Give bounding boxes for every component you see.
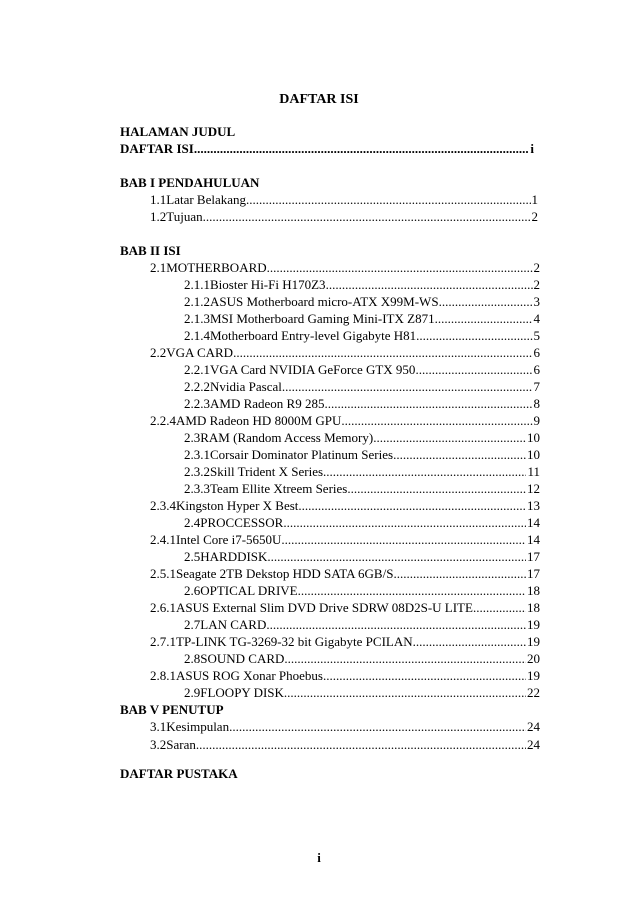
- toc-entry-number: 2.1.4: [184, 328, 210, 343]
- toc-subentry[interactable]: [184, 379, 540, 395]
- toc-entry-number: 2.8: [184, 651, 201, 666]
- toc-subentry[interactable]: [184, 617, 540, 633]
- toc-entry-page: 7: [533, 379, 540, 394]
- toc-entry-label: TP-LINK TG-3269-32 bit Gigabyte PCILAN: [176, 634, 413, 649]
- toc-entry-number: 2.5.1: [150, 566, 176, 581]
- toc-entry-label: Team Ellite Xtreem Series: [210, 481, 348, 496]
- toc-leader-dots: [323, 464, 526, 480]
- page-title: DAFTAR ISI: [279, 92, 359, 107]
- toc-leader-dots: [393, 447, 526, 463]
- toc-entry-page: 24: [527, 719, 540, 734]
- toc-subentry[interactable]: [184, 549, 540, 565]
- toc-entry-label: LAN CARD: [200, 617, 267, 632]
- toc-leader-dots: [347, 481, 526, 497]
- toc-entry-page: 14: [527, 532, 540, 547]
- toc-leader-dots: [324, 396, 532, 412]
- toc-leader-dots: [284, 651, 526, 667]
- toc-entry-page: 2: [533, 277, 540, 292]
- toc-entry-number: 2.3.1: [184, 447, 210, 462]
- toc-leader-dots: [267, 549, 526, 565]
- toc-leader-dots: [298, 498, 526, 514]
- toc-entry-page: 6: [533, 345, 540, 360]
- toc-subentry[interactable]: [184, 447, 540, 463]
- toc-entry-label: Saran: [166, 737, 196, 752]
- toc-leader-dots: [373, 430, 526, 446]
- toc-entry-page: i: [530, 141, 534, 156]
- toc-subentry[interactable]: [184, 515, 540, 531]
- toc-leader-dots: [416, 328, 532, 344]
- toc-entry-page: 17: [527, 566, 540, 581]
- toc-entry-page: 4: [533, 311, 540, 326]
- toc-leader-dots: [282, 379, 533, 395]
- toc-entry-page: 11: [527, 464, 540, 479]
- toc-entry-label: PROCCESSOR: [200, 515, 284, 530]
- toc-subentry[interactable]: [184, 362, 540, 378]
- toc-leader-dots: [267, 260, 533, 276]
- toc-entry-label: Nvidia Pascal: [210, 379, 282, 394]
- toc-entry-label: Seagate 2TB Dekstop HDD SATA 6GB/S: [176, 566, 394, 581]
- toc-entry-label: HARDDISK: [200, 549, 268, 564]
- toc-entry[interactable]: [150, 719, 540, 735]
- toc-entry-number: 2.1.1: [184, 277, 210, 292]
- toc-leader-dots: [284, 685, 526, 701]
- toc-entry-label: VGA CARD: [166, 345, 234, 360]
- toc-leader-dots: [266, 617, 526, 633]
- toc-chapter-bab-5: BAB V PENUTUP: [120, 702, 224, 717]
- toc-entry-label: SOUND CARD: [200, 651, 285, 666]
- toc-entry-label: MSI Motherboard Gaming Mini-ITX Z871: [210, 311, 435, 326]
- toc-entry-label: FLOOPY DISK: [200, 685, 284, 700]
- toc-entry-label: ASUS External Slim DVD Drive SDRW 08D2S-U LITE: [176, 600, 473, 615]
- toc-subentry[interactable]: [184, 328, 540, 344]
- toc-entry[interactable]: [150, 413, 540, 429]
- toc-entry-number: 1.2: [150, 209, 167, 224]
- toc-entry-page: 19: [527, 617, 540, 632]
- toc-entry-number: 2.3.4: [150, 498, 176, 513]
- toc-entry[interactable]: [150, 668, 540, 684]
- toc-leader-dots: [233, 345, 532, 361]
- toc-entry-page: 5: [533, 328, 540, 343]
- toc-entry-number: 3.1: [150, 719, 167, 734]
- toc-entry-number: 2.2: [150, 345, 167, 360]
- toc-leader-dots: [298, 583, 526, 599]
- page-number: i: [317, 850, 321, 865]
- toc-entry-number: 2.4: [184, 515, 201, 530]
- toc-subentry[interactable]: [184, 651, 540, 667]
- toc-leader-dots: [413, 634, 526, 650]
- toc-entry-label: AMD Radeon HD 8000M GPU: [176, 413, 342, 428]
- toc-entry-page: 13: [527, 498, 540, 513]
- toc-entry-number: 2.3.3: [184, 481, 210, 496]
- toc-entry-page: 22: [527, 685, 540, 700]
- toc-entry-label: Skill Trident X Series: [210, 464, 324, 479]
- toc-entry-number: 2.1.3: [184, 311, 210, 326]
- toc-entry[interactable]: [150, 209, 538, 225]
- toc-entry-number: 1.1: [150, 192, 167, 207]
- toc-leader-dots: [326, 277, 533, 293]
- toc-entry-page: 9: [533, 413, 540, 428]
- toc-entry-label: Corsair Dominator Platinum Series: [210, 447, 394, 462]
- toc-entry-label: VGA Card NVIDIA GeForce GTX 950: [210, 362, 416, 377]
- toc-entry-number: 2.7: [184, 617, 201, 632]
- toc-entry-number: 2.2.1: [184, 362, 210, 377]
- toc-entry-page: 18: [527, 600, 540, 615]
- toc-entry-label: DAFTAR ISI: [120, 141, 194, 156]
- toc-entry-number: 2.5: [184, 549, 201, 564]
- toc-entry[interactable]: [150, 498, 540, 514]
- toc-entry-label: MOTHERBOARD: [166, 260, 267, 275]
- toc-subentry[interactable]: [184, 464, 540, 480]
- toc-entry[interactable]: [150, 260, 540, 276]
- toc-entry[interactable]: [150, 345, 540, 361]
- toc-entry-page: 10: [527, 447, 540, 462]
- toc-entry-label: RAM (Random Access Memory): [200, 430, 374, 445]
- toc-entry-number: 2.7.1: [150, 634, 176, 649]
- toc-entry-number: 2.2.3: [184, 396, 210, 411]
- toc-entry-number: 3.2: [150, 737, 167, 752]
- toc-subentry[interactable]: [184, 294, 540, 310]
- toc-entry-label: Motherboard Entry-level Gigabyte H81: [210, 328, 417, 343]
- toc-entry-page: 20: [527, 651, 540, 666]
- toc-chapter-bab-1: BAB I PENDAHULUAN: [120, 175, 260, 190]
- toc-entry-number: 2.2.2: [184, 379, 210, 394]
- toc-leader-dots: [194, 141, 530, 157]
- toc-entry-page: 18: [527, 583, 540, 598]
- toc-subentry[interactable]: [184, 396, 540, 412]
- toc-entry-label: Kingston Hyper X Best: [176, 498, 299, 513]
- toc-leader-dots: [246, 192, 530, 208]
- toc-entry-page: 2: [533, 260, 540, 275]
- toc-entry-page: 6: [533, 362, 540, 377]
- toc-entry-number: 2.6.1: [150, 600, 176, 615]
- toc-subentry[interactable]: [184, 277, 540, 293]
- toc-entry-label: Tujuan: [166, 209, 203, 224]
- toc-entry-page: 19: [527, 668, 540, 683]
- toc-heading-halaman-judul: HALAMAN JUDUL: [120, 124, 236, 139]
- toc-entry-page: 2: [531, 209, 538, 224]
- toc-leader-dots: [229, 719, 526, 735]
- toc-entry[interactable]: [150, 737, 540, 753]
- toc-entry[interactable]: [150, 192, 538, 208]
- toc-entry-number: 2.3: [184, 430, 201, 445]
- toc-entry-label: Intel Core i7-5650U: [176, 532, 282, 547]
- toc-entry-number: 2.1.2: [184, 294, 210, 309]
- toc-leader-dots: [203, 209, 531, 225]
- toc-chapter-bab-2: BAB II ISI: [120, 243, 181, 258]
- toc-entry-page: 12: [527, 481, 540, 496]
- toc-entry-label: ASUS Motherboard micro-ATX X99M-WS: [210, 294, 439, 309]
- toc-entry-page: 24: [527, 737, 540, 752]
- toc-leader-dots: [393, 566, 526, 582]
- toc-entry-number: 2.3.2: [184, 464, 210, 479]
- toc-heading-daftar-pustaka: DAFTAR PUSTAKA: [120, 766, 238, 781]
- toc-entry-number: 2.8.1: [150, 668, 176, 683]
- toc-entry-daftar-isi[interactable]: [120, 141, 534, 157]
- toc-entry-page: 14: [527, 515, 540, 530]
- toc-leader-dots: [435, 311, 533, 327]
- toc-leader-dots: [415, 362, 532, 378]
- toc-entry-number: 2.1: [150, 260, 167, 275]
- toc-leader-dots: [341, 413, 532, 429]
- toc-entry-label: AMD Radeon R9 285: [210, 396, 325, 411]
- toc-entry[interactable]: [150, 566, 540, 582]
- toc-subentry[interactable]: [184, 583, 540, 599]
- toc-entry-page: 10: [527, 430, 540, 445]
- toc-subentry[interactable]: [184, 685, 540, 701]
- toc-entry-label: Kesimpulan: [166, 719, 230, 734]
- toc-subentry[interactable]: [184, 481, 540, 497]
- toc-entry-page: 19: [527, 634, 540, 649]
- toc-entry-number: 2.9: [184, 685, 201, 700]
- toc-entry-label: Latar Belakang: [166, 192, 247, 207]
- toc-entry-page: 17: [527, 549, 540, 564]
- toc-entry-number: 2.6: [184, 583, 201, 598]
- toc-leader-dots: [439, 294, 533, 310]
- toc-leader-dots: [323, 668, 526, 684]
- toc-entry[interactable]: [150, 600, 540, 616]
- toc-entry-number: 2.4.1: [150, 532, 176, 547]
- toc-entry-page: 8: [533, 396, 540, 411]
- toc-entry-label: Bioster Hi-Fi H170Z3: [210, 277, 326, 292]
- toc-leader-dots: [196, 737, 526, 753]
- toc-leader-dots: [281, 532, 526, 548]
- toc-subentry[interactable]: [184, 311, 540, 327]
- toc-entry-number: 2.2.4: [150, 413, 176, 428]
- toc-entry[interactable]: [150, 634, 540, 650]
- toc-entry-page: 3: [533, 294, 540, 309]
- toc-leader-dots: [283, 515, 526, 531]
- toc-subentry[interactable]: [184, 430, 540, 446]
- toc-leader-dots: [473, 600, 526, 616]
- toc-entry-label: OPTICAL DRIVE: [200, 583, 298, 598]
- toc-entry-label: ASUS ROG Xonar Phoebus: [176, 668, 323, 683]
- toc-entry-page: 1: [531, 192, 538, 207]
- toc-entry[interactable]: [150, 532, 540, 548]
